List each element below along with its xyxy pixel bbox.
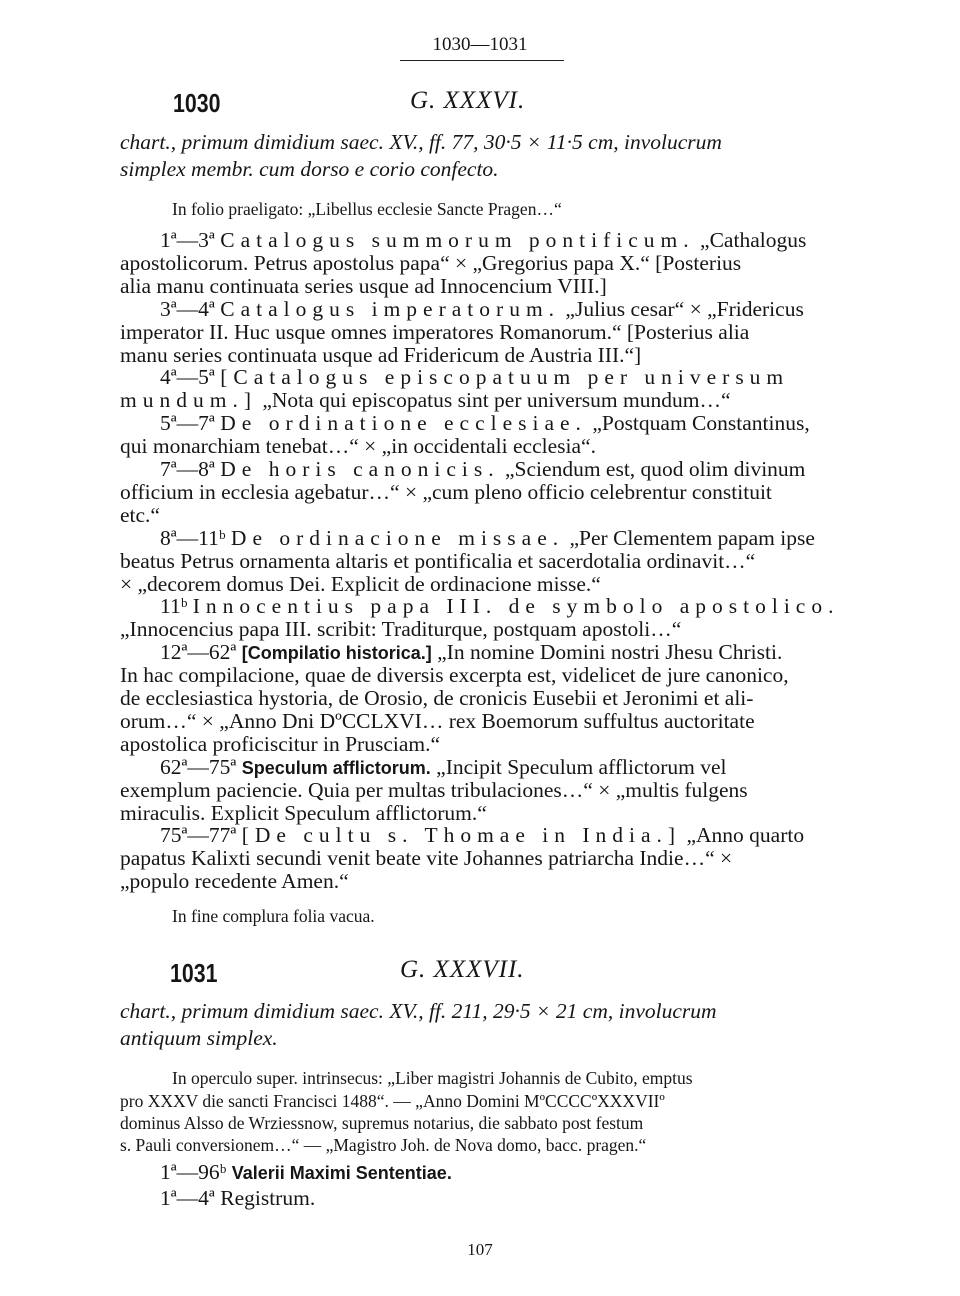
line-text: apostolicorum. Petrus apostolus papa“ × „Gregorius papa X.“ [Posterius <box>120 250 742 275</box>
cover-inscription: dominus Alsso de Wrziessnow, supremus notarius, die sabbato post festum <box>120 1113 644 1133</box>
folio-range: 4ª—5ª <box>160 365 221 390</box>
line-text: orum…“ × „Anno Dni DºCCLXVI… rex Boemorum suffultus auctoritate <box>120 708 755 733</box>
line-text: imperator II. Huc usque omnes imperatores Romanorum.“ [Posterius alia <box>120 319 750 344</box>
entry-number: 1030 <box>173 88 221 118</box>
content-line <box>160 297 804 322</box>
item-title-bold: [Compilatio historica.] <box>241 643 432 664</box>
incipit-text: „Julius cesar“ × „Fridericus <box>560 296 804 321</box>
content-line <box>120 663 789 688</box>
physical-description: antiquum simplex. <box>120 1026 278 1050</box>
shelfmark: G. XXXVII. <box>400 956 525 983</box>
content-line <box>160 1186 315 1211</box>
item-title: De horis canonicis. <box>220 457 500 481</box>
line-text: In hac compilacione, quae de diversis excerpta est, videlicet de jure canonico, <box>120 663 789 688</box>
physical-description: simplex membr. cum dorso e corio confecto. <box>120 157 499 181</box>
line-text: de ecclesiastica hystoria, de Orosio, de cronicis Eusebii et Jeronimi et ali- <box>120 686 754 710</box>
folio-range: 1ª—96ᵇ <box>160 1160 232 1184</box>
content-line <box>160 526 815 551</box>
incipit-text: „Sciendum est, quod olim divinum <box>499 457 806 481</box>
line-text: apostolica proficiscitur in Prusciam.“ <box>120 731 441 756</box>
incipit-text: „In nomine Domini nostri Jhesu Christi. <box>431 640 783 665</box>
content-line <box>120 846 732 871</box>
content-line <box>120 709 755 734</box>
line-text: exemplum paciencie. Quia per multas tribulaciones…“ × „multis fulgens <box>120 777 748 802</box>
content-line <box>120 732 440 757</box>
line-text: „Innocencius papa III. scribit: Traditurque, postquam apostoli…“ <box>120 617 682 642</box>
incipit-text: „Postquam Constantinus, <box>586 411 810 436</box>
cover-inscription: s. Pauli conversionem…“ — „Magistro Joh. de Nova domo, bacc. pragen.“ <box>120 1135 647 1155</box>
content-line <box>160 228 806 253</box>
content-line <box>120 274 607 299</box>
line-text: papatus Kalixti secundi venit beate vite Johannes patriarcha Indie…“ × <box>120 846 733 871</box>
content-line <box>160 1160 452 1185</box>
line-text: 1ª—4ª Registrum. <box>160 1186 316 1210</box>
line-text: „populo recedente Amen.“ <box>120 869 349 894</box>
folio-range: 5ª—7ª <box>160 411 221 436</box>
content-line <box>160 457 805 482</box>
physical-description: chart., primum dimidium saec. XV., ff. 77, 30·5 × 11·5 cm, involucrum <box>120 130 722 154</box>
content-line <box>160 411 810 436</box>
item-title: De ordinacione missae. <box>230 525 565 550</box>
folio-range: 62ª—75ª <box>160 754 242 779</box>
folio-range: 3ª—4ª <box>160 296 221 321</box>
header-rule <box>400 60 564 61</box>
physical-description: chart., primum dimidium saec. XV., ff. 211, 29·5 × 21 cm, involucrum <box>120 999 717 1023</box>
content-line <box>120 572 601 597</box>
folio-range: 1ª—3ª <box>160 228 221 252</box>
running-header: 1030—1031 <box>432 34 528 55</box>
folio-range: 75ª—77ª <box>160 823 242 848</box>
content-line <box>160 755 727 780</box>
content-line <box>120 686 753 711</box>
item-title: Innocentius papa III. de symbolo apostolico. <box>192 594 840 619</box>
line-text: miraculis. Explicit Speculum afflictorum.“ <box>120 800 487 825</box>
line-text: alia manu continuata series usque ad Innocencium VIII.] <box>120 273 607 298</box>
content-line <box>120 503 160 528</box>
incipit-text: „Cathalogus <box>694 228 807 252</box>
content-line <box>120 801 487 826</box>
item-title: mundum.] <box>120 388 257 413</box>
folio-range: 11ᵇ <box>160 594 193 619</box>
flyleaf-note: In folio praeligato: „Libellus ecclesie Sancte Pragen…“ <box>172 199 562 219</box>
line-text: × „decorem domus Dei. Explicit de ordinacione misse.“ <box>120 571 601 596</box>
content-line <box>160 640 782 665</box>
line-text: beatus Petrus ornamenta altaris et pontificalia et sacerdotalia ordinavit…“ <box>120 548 756 573</box>
content-line <box>120 434 596 459</box>
content-line <box>120 778 748 803</box>
content-line <box>120 869 349 894</box>
content-line <box>120 549 755 574</box>
incipit-text: „Anno quarto <box>681 823 805 848</box>
folio-range: 8ª—11ᵇ <box>160 525 231 550</box>
item-title-bold: Speculum afflictorum. <box>241 757 431 778</box>
folio-range: 7ª—8ª <box>160 457 221 481</box>
item-title-bold: Valerii Maximi Sententiae. <box>231 1163 452 1183</box>
content-line <box>120 343 641 368</box>
item-title: [De cultu s. Thomae in India.] <box>241 823 682 848</box>
content-line <box>120 617 681 642</box>
content-line <box>160 365 789 390</box>
line-text: qui monarchiam tenebat…“ × „in occidentali ecclesia“. <box>120 434 596 459</box>
content-line <box>120 388 731 413</box>
incipit-text: „Nota qui episcopatus sint per universum mundum…“ <box>256 388 731 413</box>
item-title: Catalogus summorum pontificum. <box>220 228 695 252</box>
cover-inscription: pro XXXV die sancti Francisci 1488“. — „Anno Domini MºCCCCºXXXVIIº <box>120 1091 665 1111</box>
line-text: officium in ecclesia agebatur…“ × „cum pleno officio celebrentur constituit <box>120 479 772 504</box>
incipit-text: „Per Clementem papam ipse <box>564 525 815 550</box>
item-title: De ordinatione ecclesiae. <box>220 411 587 436</box>
content-line <box>160 594 839 619</box>
item-title: Catalogus imperatorum. <box>220 296 561 321</box>
folio-range: 12ª—62ª <box>160 640 242 665</box>
content-line <box>120 320 749 345</box>
page-number: 107 <box>467 1240 493 1259</box>
content-line <box>160 823 804 848</box>
cover-inscription: In operculo super. intrinsecus: „Liber magistri Johannis de Cubito, emptus <box>172 1068 693 1088</box>
entry-number: 1031 <box>170 958 218 988</box>
item-title: [Catalogus episcopatuum per universum <box>220 365 790 390</box>
line-text: etc.“ <box>120 502 160 527</box>
incipit-text: „Incipit Speculum afflictorum vel <box>430 754 727 779</box>
line-text: manu series continuata usque ad Fridericum de Austria III.“] <box>120 342 642 367</box>
closing-note: In fine complura folia vacua. <box>172 906 375 926</box>
content-line <box>120 480 772 505</box>
shelfmark: G. XXXVI. <box>410 87 526 114</box>
content-line <box>120 251 741 276</box>
